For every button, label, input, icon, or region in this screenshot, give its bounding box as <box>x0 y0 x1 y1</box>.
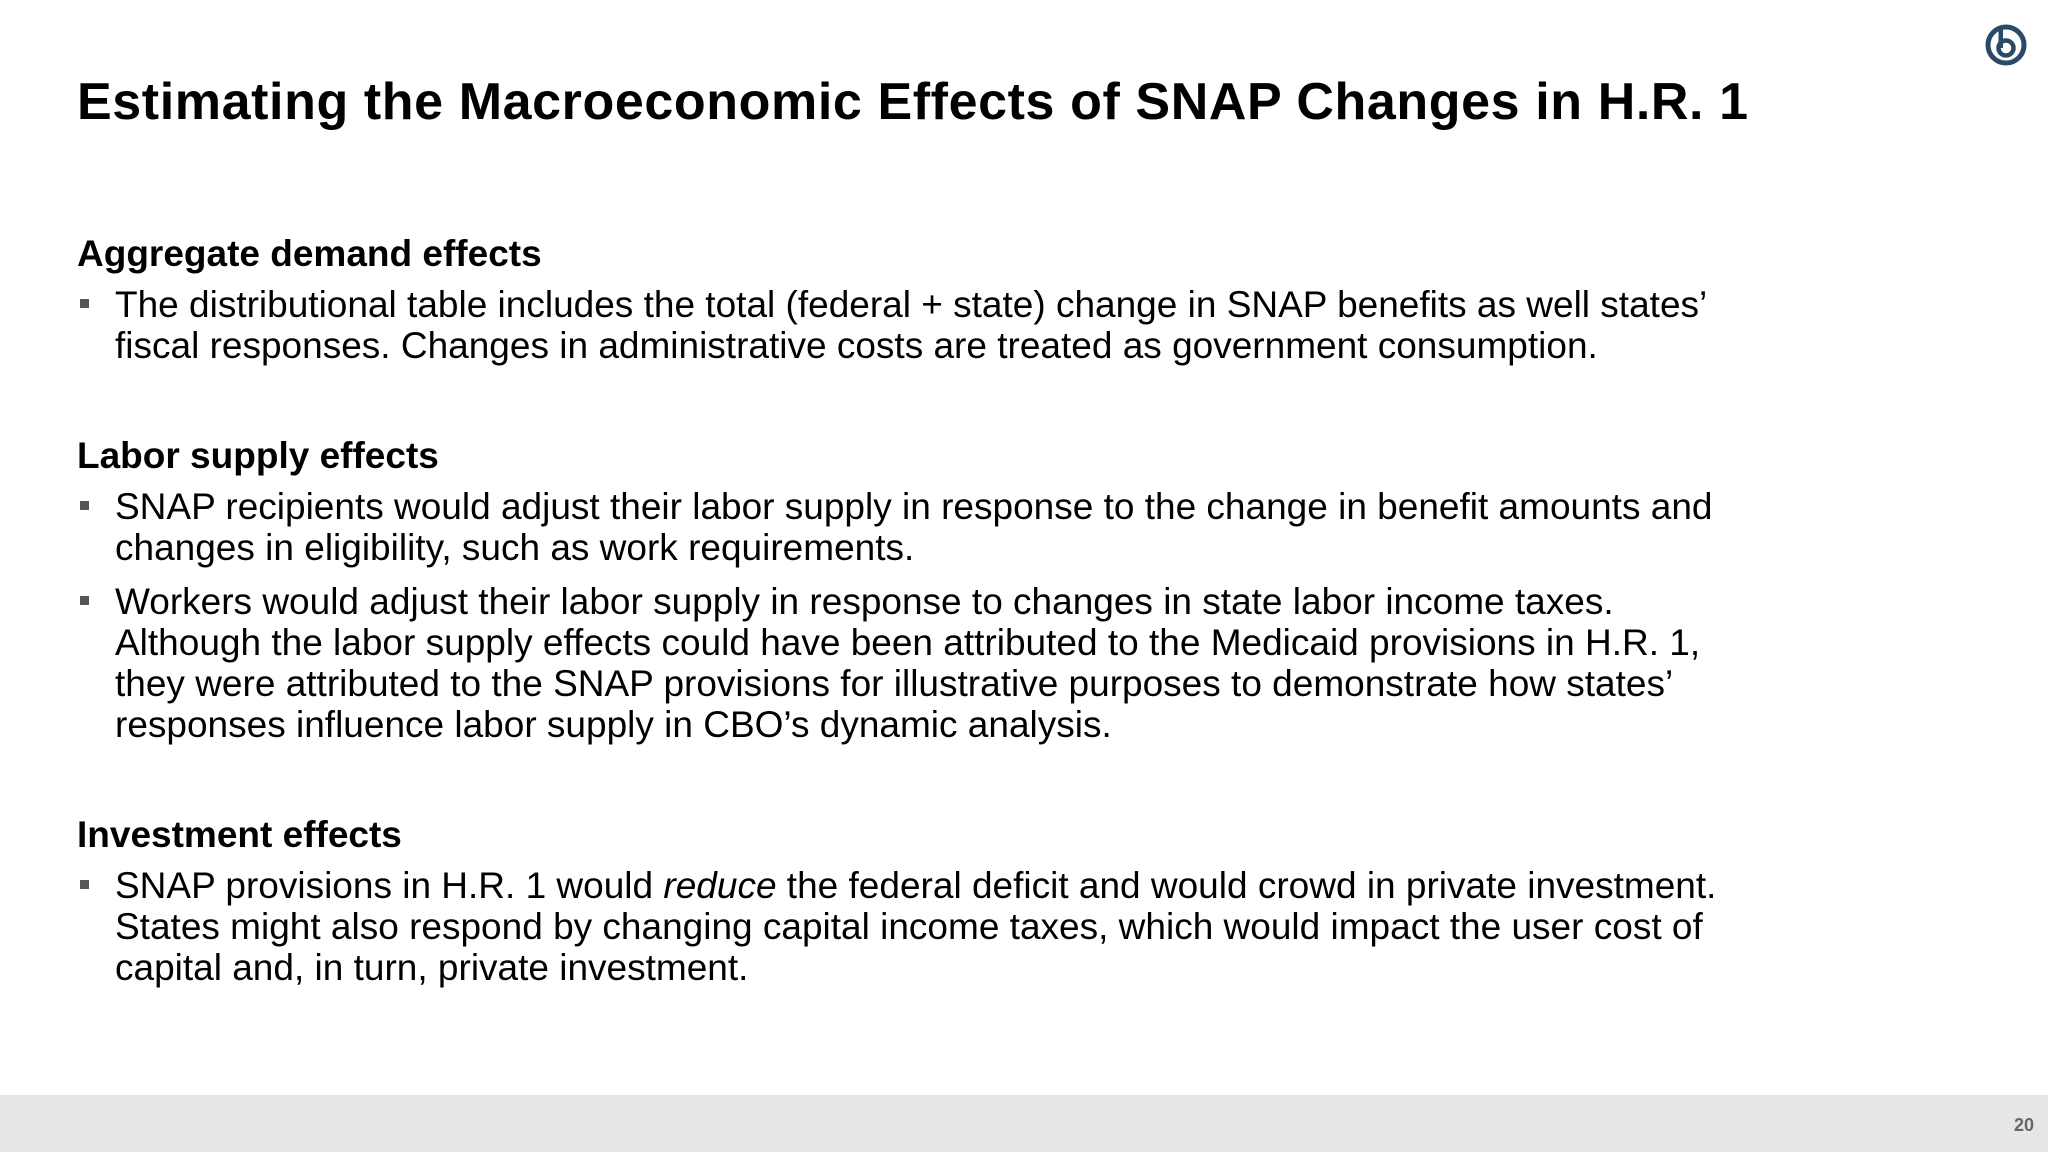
bullet-text-line: changes in eligibility, such as work requirements. <box>115 527 915 568</box>
cbo-logo-icon <box>1984 22 2028 66</box>
bullet-list <box>77 284 1797 366</box>
square-bullet-icon <box>80 299 89 308</box>
bullet-text-line: The distributional table includes the total (federal + state) change in SNAP benefits as well states’ <box>115 284 1708 325</box>
bullet-text-line: they were attributed to the SNAP provisions for illustrative purposes to demonstrate how states’ <box>115 663 1674 704</box>
bullet-item <box>77 284 1797 366</box>
bullet-text-line: States might also respond by changing capital income taxes, which would impact the user cost of <box>115 906 1703 947</box>
bullet-text-line: SNAP recipients would adjust their labor supply in response to the change in benefit amounts and <box>115 486 1713 527</box>
section-investment <box>77 813 1797 1001</box>
section-labor-supply <box>77 434 1797 758</box>
bullet-text-segment: the federal deficit and would crowd in private investment. <box>776 865 1717 906</box>
emphasis-text: reduce <box>663 865 777 906</box>
bullet-item <box>77 486 1797 568</box>
bullet-text-line: fiscal responses. Changes in administrative costs are treated as government consumption. <box>115 325 1598 366</box>
slide-title: Estimating the Macroeconomic Effects of SNAP Changes in H.R. 1 <box>77 73 1749 131</box>
bullet-text-line: responses influence labor supply in CBO’s dynamic analysis. <box>115 704 1112 745</box>
section-aggregate-demand <box>77 232 1797 379</box>
square-bullet-icon <box>80 596 89 605</box>
bullet-text-line <box>115 865 1797 906</box>
section-heading: Aggregate demand effects <box>77 233 542 274</box>
bullet-item <box>77 581 1797 745</box>
square-bullet-icon <box>80 501 89 510</box>
bullet-text-line: Although the labor supply effects could have been attributed to the Medicaid provisions in H.R. 1, <box>115 622 1701 663</box>
section-heading: Investment effects <box>77 814 402 855</box>
slide-footer <box>0 1095 2048 1152</box>
bullet-text-line: capital and, in turn, private investment. <box>115 947 749 988</box>
page-number: 20 <box>2013 1115 2034 1135</box>
bullet-text-line: Workers would adjust their labor supply in response to changes in state labor income taxes. <box>115 581 1614 622</box>
bullet-text-segment: SNAP provisions in H.R. 1 would <box>115 865 664 906</box>
section-heading: Labor supply effects <box>77 435 439 476</box>
square-bullet-icon <box>80 880 89 889</box>
bullet-list <box>77 486 1797 745</box>
bullet-list <box>77 865 1797 988</box>
bullet-item <box>77 865 1797 988</box>
